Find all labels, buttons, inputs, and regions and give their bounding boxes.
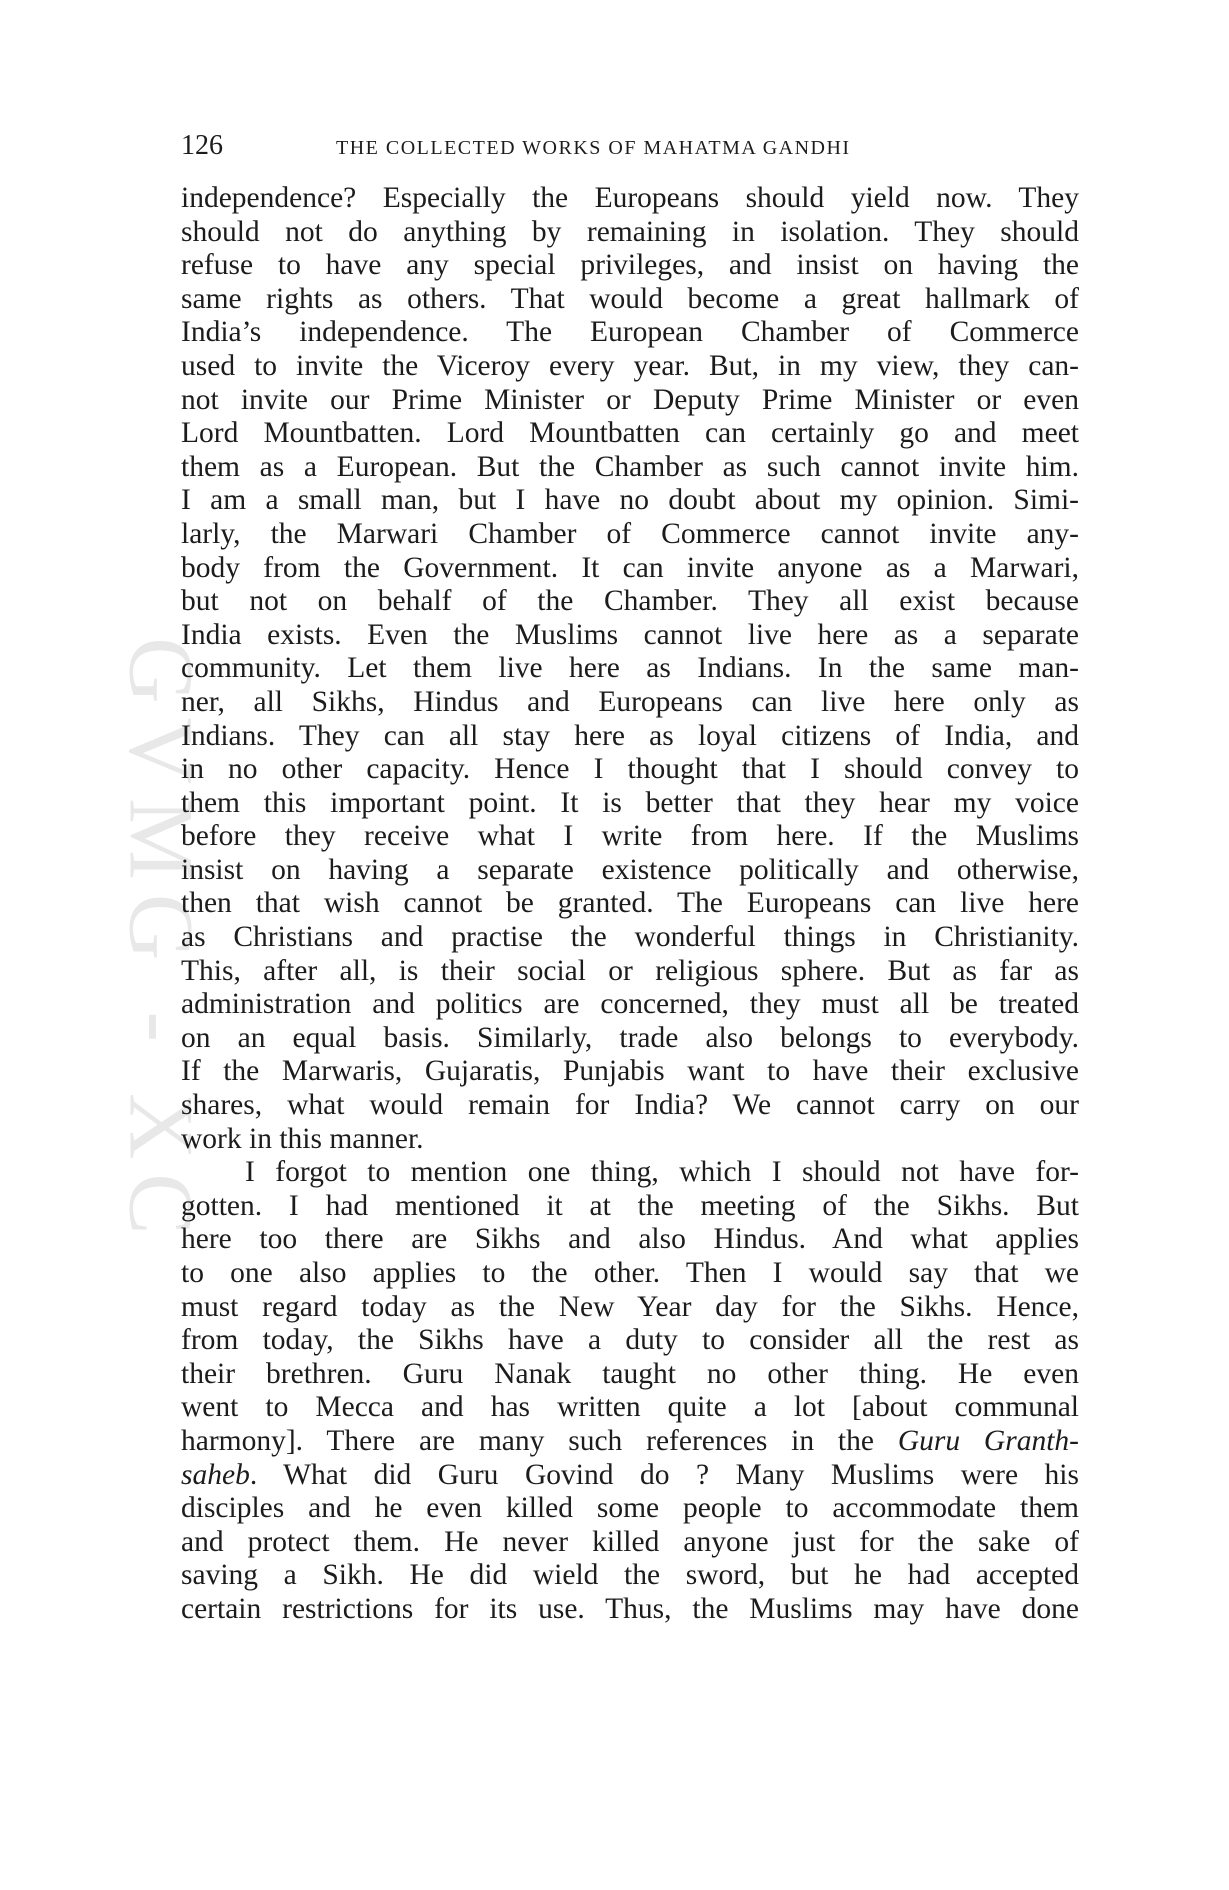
book-title-italic: saheb bbox=[181, 1458, 250, 1491]
text-line: larly, the Marwari Chamber of Commerce cannot invite any- bbox=[181, 517, 1079, 550]
text-line-part: harmony]. There are many such references in the bbox=[181, 1424, 898, 1457]
text-line: should not do anything by remaining in isolation. They should bbox=[181, 215, 1079, 248]
text-line: must regard today as the New Year day for the Sikhs. Hence, bbox=[181, 1290, 1079, 1323]
paragraph-end-line: work in this manner. bbox=[181, 1122, 424, 1155]
text-line: I am a small man, but I have no doubt about my opinion. Simi- bbox=[181, 484, 1079, 517]
text-line: If the Marwaris, Gujaratis, Punjabis want to have their exclusive bbox=[181, 1055, 1079, 1088]
text-line: then that wish cannot be granted. The Europeans can live here bbox=[181, 887, 1079, 920]
text-line bbox=[181, 1459, 1079, 1493]
text-line: not invite our Prime Minister or Deputy Prime Minister or even bbox=[181, 383, 1079, 416]
text-line: Lord Mountbatten. Lord Mountbatten can certainly go and meet bbox=[181, 417, 1079, 450]
text-line: disciples and he even killed some people to accommodate them bbox=[181, 1492, 1079, 1525]
text-line: shares, what would remain for India? We cannot carry on our bbox=[181, 1089, 1079, 1122]
text-line: and protect them. He never killed anyone just for the sake of bbox=[181, 1525, 1079, 1558]
text-line: but not on behalf of the Chamber. They all exist because bbox=[181, 585, 1079, 618]
text-line: as Christians and practise the wonderful things in Christianity. bbox=[181, 921, 1079, 954]
text-line: gotten. I had mentioned it at the meeting of the Sikhs. But bbox=[181, 1189, 1079, 1222]
text-line: before they receive what I write from here. If the Muslims bbox=[181, 820, 1079, 853]
text-line: same rights as others. That would become a great hallmark of bbox=[181, 282, 1079, 315]
text-line: body from the Government. It can invite anyone as a Marwari, bbox=[181, 551, 1079, 584]
text-line: certain restrictions for its use. Thus, the Muslims may have done bbox=[181, 1592, 1079, 1625]
book-title-italic: Guru Granth- bbox=[897, 1424, 1079, 1457]
paragraph-start-line: I forgot to mention one thing, which I should not have for- bbox=[245, 1156, 1079, 1189]
text-line: them this important point. It is better that they hear my voice bbox=[181, 786, 1079, 819]
text-line: their brethren. Guru Nanak taught no other thing. He even bbox=[181, 1357, 1079, 1390]
text-line: India’s independence. The European Chamber of Commerce bbox=[181, 316, 1079, 349]
text-line: community. Let them live here as Indians. In the same man- bbox=[181, 652, 1079, 685]
text-line: refuse to have any special privileges, and insist on having the bbox=[181, 249, 1079, 282]
text-line: here too there are Sikhs and also Hindus. And what applies bbox=[181, 1223, 1079, 1256]
watermark-text: GVMG - XC bbox=[110, 637, 213, 1249]
text-line: ner, all Sikhs, Hindus and Europeans can live here only as bbox=[181, 685, 1079, 718]
text-line: Indians. They can all stay here as loyal citizens of India, and bbox=[181, 719, 1079, 752]
text-line: independence? Especially the Europeans should yield now. They bbox=[181, 182, 1079, 214]
text-line: administration and politics are concerned, they must all be treated bbox=[181, 988, 1079, 1021]
running-head: THE COLLECTED WORKS OF MAHATMA GANDHI bbox=[336, 137, 851, 159]
body-text bbox=[181, 182, 1079, 1627]
text-line: saving a Sikh. He did wield the sword, but he had accepted bbox=[181, 1559, 1079, 1592]
text-line: This, after all, is their social or religious sphere. But as far as bbox=[181, 954, 1079, 987]
text-line: them as a European. But the Chamber as such cannot invite him. bbox=[181, 450, 1079, 483]
text-line: on an equal basis. Similarly, trade also belongs to everybody. bbox=[181, 1021, 1079, 1054]
text-line: from today, the Sikhs have a duty to consider all the rest as bbox=[181, 1324, 1079, 1357]
text-line: went to Mecca and has written quite a lot [about communal bbox=[181, 1391, 1079, 1424]
text-line: to one also applies to the other. Then I would say that we bbox=[181, 1257, 1079, 1289]
text-line: used to invite the Viceroy every year. But, in my view, they can- bbox=[181, 349, 1079, 382]
text-line bbox=[181, 1425, 1079, 1459]
text-line: India exists. Even the Muslims cannot live here as a separate bbox=[181, 618, 1079, 651]
text-line: in no other capacity. Hence I thought that I should convey to bbox=[181, 753, 1079, 786]
text-line: insist on having a separate existence politically and otherwise, bbox=[181, 853, 1079, 886]
text-line-part: . What did Guru Govind do ? Many Muslims were his bbox=[249, 1458, 1079, 1491]
page-number: 126 bbox=[181, 130, 223, 161]
